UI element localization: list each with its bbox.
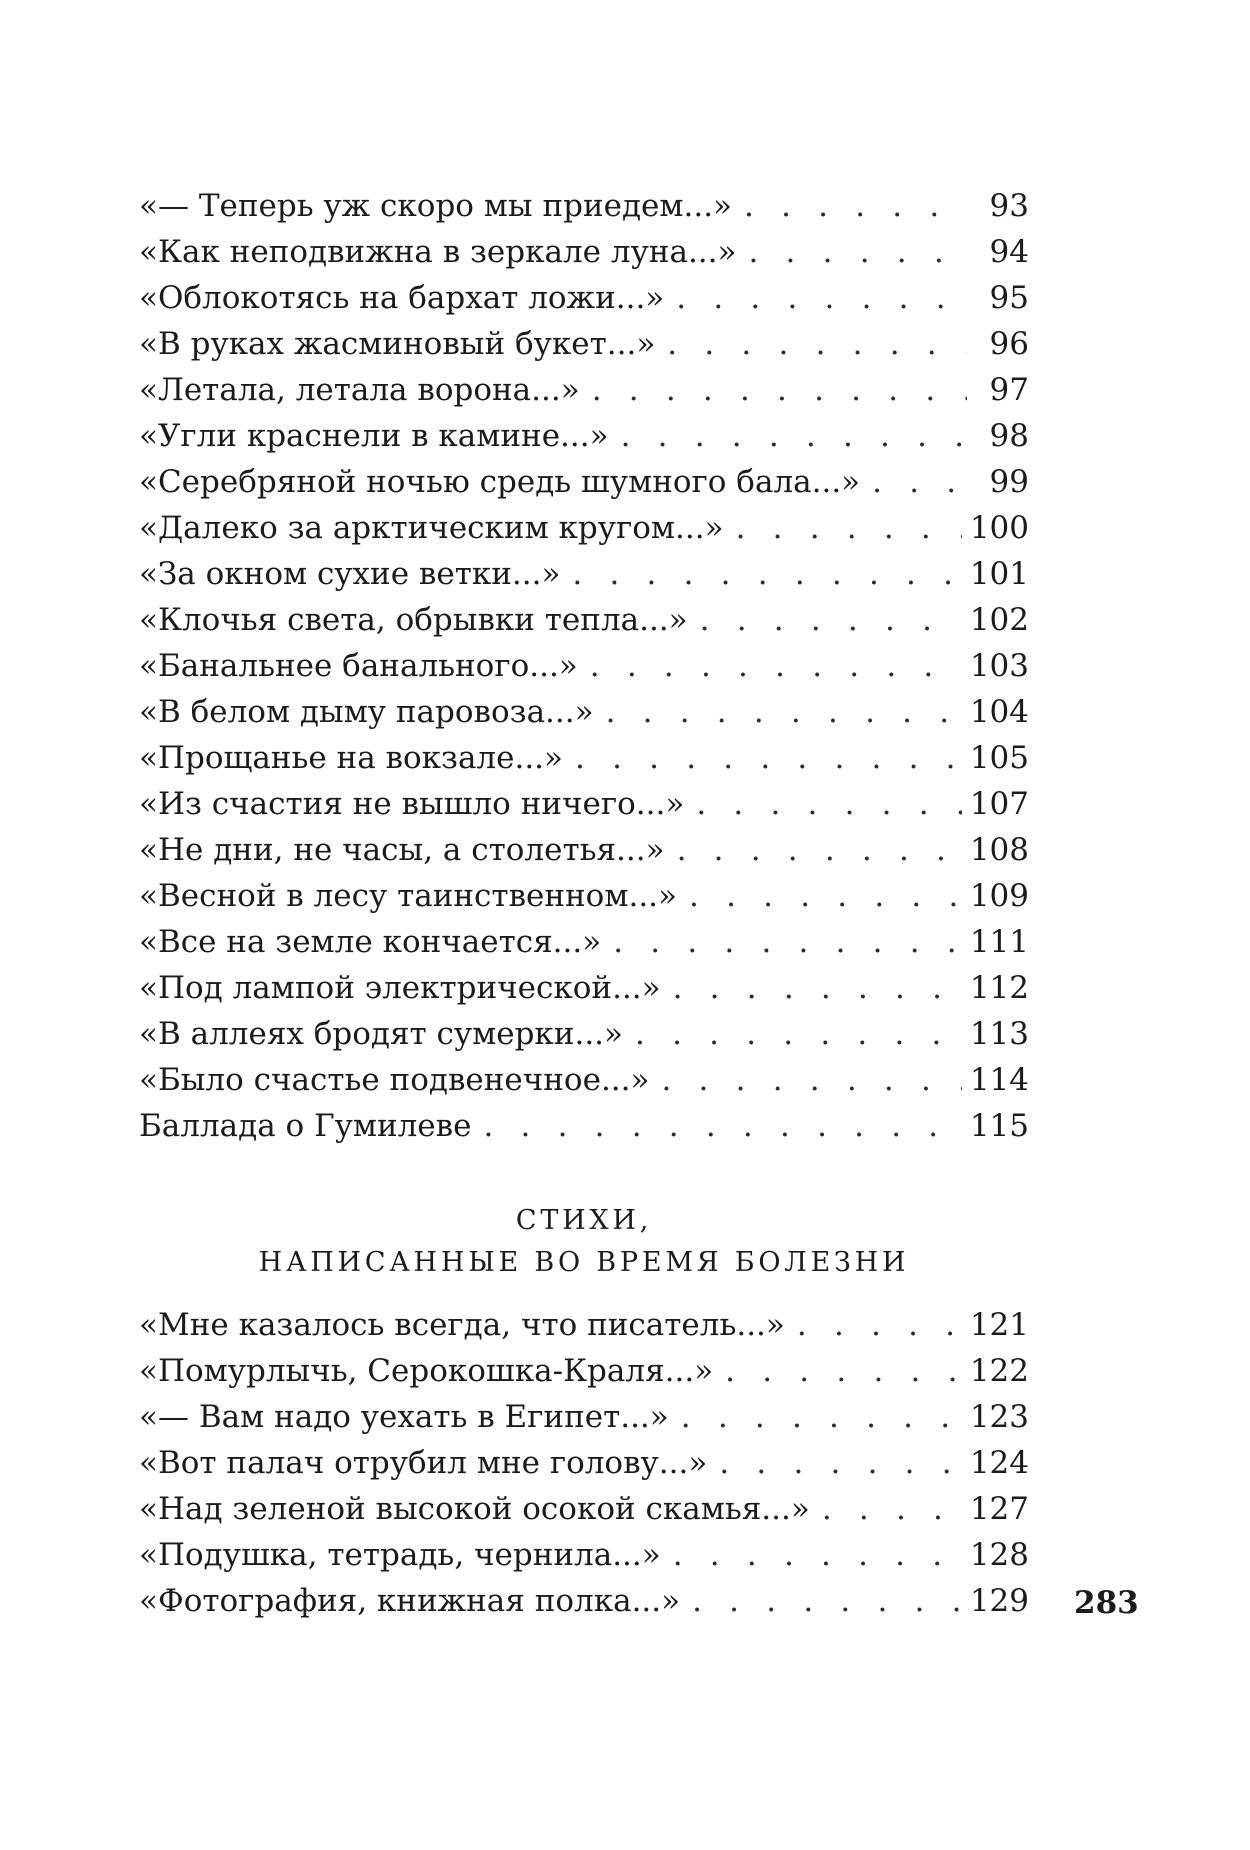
dot-leader bbox=[700, 597, 962, 643]
toc-entry bbox=[139, 1348, 1029, 1394]
dot-leader bbox=[677, 827, 962, 873]
toc-entry-page: 102 bbox=[969, 602, 1029, 638]
toc-entry-page: 101 bbox=[969, 556, 1029, 592]
toc-entry-page: 104 bbox=[969, 694, 1029, 730]
toc-entry bbox=[139, 735, 1029, 781]
dot-leader bbox=[725, 1348, 962, 1394]
toc-entry bbox=[139, 1394, 1029, 1440]
toc-entry bbox=[139, 1057, 1029, 1103]
toc-entry bbox=[139, 597, 1029, 643]
toc-entry bbox=[139, 1440, 1029, 1486]
section-heading-line-2: НАПИСАННЫЕ ВО ВРЕМЯ БОЛЕЗНИ bbox=[258, 1247, 910, 1278]
toc-entry-title: «Все на земле кончается...» bbox=[139, 924, 602, 960]
toc-entry-title: «Вот палач отрубил мне голову...» bbox=[139, 1445, 708, 1481]
toc-entry-page: 122 bbox=[969, 1353, 1029, 1389]
dot-leader bbox=[572, 551, 961, 597]
toc-entry-title: «В аллеях бродят сумерки...» bbox=[139, 1016, 623, 1052]
toc-entry-title: «— Вам надо уехать в Египет...» bbox=[139, 1399, 669, 1435]
toc-entry bbox=[139, 413, 1029, 459]
toc-entry-title: «Клочья света, обрывки тепла...» bbox=[139, 602, 688, 638]
toc-entry-title: «Было счастье подвенечное...» bbox=[139, 1062, 650, 1098]
toc-entry-title: «Угли краснели в камине...» bbox=[139, 418, 609, 454]
toc-entry-title: «Далеко за арктическим кругом...» bbox=[139, 510, 724, 546]
toc-entry bbox=[139, 873, 1029, 919]
toc-entry bbox=[139, 321, 1029, 367]
toc-entry-page: 94 bbox=[989, 234, 1029, 270]
toc-entry-title: «Фотография, книжная полка...» bbox=[139, 1583, 681, 1619]
dot-leader bbox=[719, 1440, 962, 1486]
toc-entry-title: «— Теперь уж скоро мы приедем...» bbox=[139, 188, 733, 224]
toc-entry-title: «Весной в лесу таинственном...» bbox=[139, 878, 677, 914]
page-number: 283 bbox=[1074, 1585, 1139, 1621]
toc-entry bbox=[139, 1486, 1029, 1532]
dot-leader bbox=[673, 1532, 962, 1578]
toc-entry bbox=[139, 827, 1029, 873]
toc-entry-page: 98 bbox=[989, 418, 1029, 454]
toc-entry-title: «Под лампой электрической...» bbox=[139, 970, 661, 1006]
toc-entry-page: 124 bbox=[969, 1445, 1029, 1481]
dot-leader bbox=[689, 873, 962, 919]
toc-entry bbox=[139, 689, 1029, 735]
dot-leader bbox=[696, 781, 962, 827]
dot-leader bbox=[822, 1486, 962, 1532]
toc-entry-page: 129 bbox=[969, 1583, 1029, 1619]
dot-leader bbox=[676, 275, 967, 321]
toc-entry bbox=[139, 643, 1029, 689]
dot-leader bbox=[606, 689, 962, 735]
dot-leader bbox=[872, 459, 967, 505]
dot-leader bbox=[681, 1394, 962, 1440]
toc-entry-page: 100 bbox=[969, 510, 1029, 546]
toc-entry-title: «Не дни, не часы, а столетья...» bbox=[139, 832, 665, 868]
toc-entry-title: «Над зеленой высокой осокой скамья...» bbox=[139, 1491, 810, 1527]
toc-entry-title: «За окном сухие ветки...» bbox=[139, 556, 561, 592]
toc-entry bbox=[139, 459, 1029, 505]
dot-leader bbox=[748, 229, 967, 275]
dot-leader bbox=[592, 367, 967, 413]
toc-entry-page: 108 bbox=[969, 832, 1029, 868]
dot-leader bbox=[621, 413, 967, 459]
toc-entry bbox=[139, 1011, 1029, 1057]
dot-leader bbox=[736, 505, 962, 551]
dot-leader bbox=[613, 919, 962, 965]
toc-entry-title: «Прощанье на вокзале...» bbox=[139, 740, 563, 776]
dot-leader bbox=[692, 1578, 962, 1624]
toc-entry-title: «Подушка, тетрадь, чернила...» bbox=[139, 1537, 661, 1573]
dot-leader bbox=[797, 1302, 962, 1348]
dot-leader bbox=[667, 321, 967, 367]
toc-entry-page: 113 bbox=[969, 1016, 1029, 1052]
toc-entry-page: 127 bbox=[969, 1491, 1029, 1527]
dot-leader bbox=[483, 1103, 961, 1149]
section-heading-line-1: СТИХИ, bbox=[515, 1205, 653, 1236]
dot-leader bbox=[744, 183, 967, 229]
toc-entry bbox=[139, 229, 1029, 275]
toc-entry bbox=[139, 1302, 1029, 1348]
toc-entry-page: 121 bbox=[969, 1307, 1029, 1343]
toc-entry-page: 99 bbox=[989, 464, 1029, 500]
toc-list-upper bbox=[139, 183, 1029, 1149]
toc-entry-page: 114 bbox=[969, 1062, 1029, 1098]
toc-entry bbox=[139, 275, 1029, 321]
toc-entry bbox=[139, 781, 1029, 827]
toc-entry-title: «Мне казалось всегда, что писатель...» bbox=[139, 1307, 785, 1343]
toc-entry-page: 95 bbox=[989, 280, 1029, 316]
toc-entry bbox=[139, 551, 1029, 597]
toc-entry-title: «Как неподвижна в зеркале луна...» bbox=[139, 234, 737, 270]
toc-entry-title: «Помурлычь, Серокошка-Краля...» bbox=[139, 1353, 714, 1389]
toc-entry-title: «Банальнее банального...» bbox=[139, 648, 578, 684]
toc-entry-page: 107 bbox=[969, 786, 1029, 822]
toc-entry-page: 103 bbox=[969, 648, 1029, 684]
toc-entry-page: 115 bbox=[969, 1108, 1029, 1144]
toc-entry-page: 112 bbox=[969, 970, 1029, 1006]
toc-entry-title: «Летала, летала ворона...» bbox=[139, 372, 580, 408]
toc-entry-page: 96 bbox=[989, 326, 1029, 362]
toc-entry-title: Баллада о Гумилеве bbox=[139, 1108, 472, 1144]
toc-entry-title: «Серебряной ночью средь шумного бала...» bbox=[139, 464, 861, 500]
section-heading bbox=[139, 1200, 1029, 1284]
toc-entry-page: 105 bbox=[969, 740, 1029, 776]
toc-entry-page: 97 bbox=[989, 372, 1029, 408]
toc-entry-page: 111 bbox=[969, 924, 1029, 960]
toc-entry bbox=[139, 505, 1029, 551]
toc-entry bbox=[139, 183, 1029, 229]
toc-entry-page: 109 bbox=[969, 878, 1029, 914]
toc-entry-title: «Облокотясь на бархат ложи...» bbox=[139, 280, 665, 316]
toc-entry-title: «В белом дыму паровоза...» bbox=[139, 694, 594, 730]
toc-entry-page: 128 bbox=[969, 1537, 1029, 1573]
toc-entry bbox=[139, 965, 1029, 1011]
dot-leader bbox=[635, 1011, 962, 1057]
toc-entry-page: 93 bbox=[989, 188, 1029, 224]
dot-leader bbox=[673, 965, 962, 1011]
toc-entry-title: «Из счастия не вышло ничего...» bbox=[139, 786, 685, 822]
toc-list-lower bbox=[139, 1302, 1029, 1624]
toc-entry bbox=[139, 1532, 1029, 1578]
dot-leader bbox=[590, 643, 962, 689]
toc-entry bbox=[139, 1578, 1029, 1624]
toc-entry-title: «В руках жасминовый букет...» bbox=[139, 326, 656, 362]
toc-entry-page: 123 bbox=[969, 1399, 1029, 1435]
dot-leader bbox=[575, 735, 962, 781]
dot-leader bbox=[661, 1057, 961, 1103]
toc-entry bbox=[139, 919, 1029, 965]
toc-entry bbox=[139, 367, 1029, 413]
toc-entry bbox=[139, 1103, 1029, 1149]
